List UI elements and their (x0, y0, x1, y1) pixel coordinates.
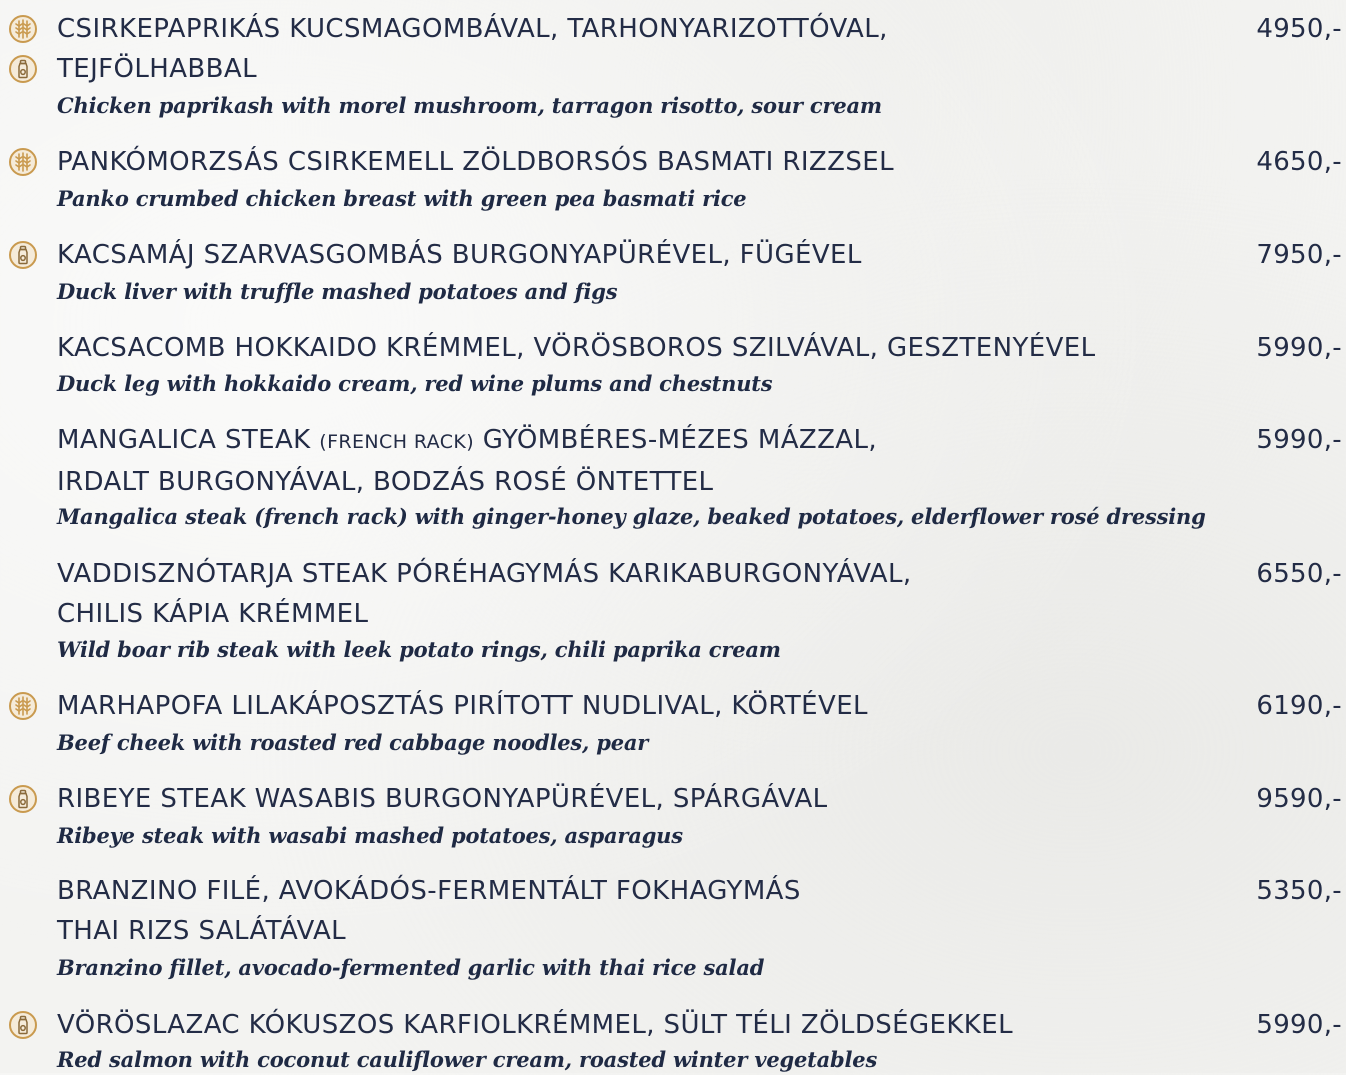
dish-price: 5990,- (1256, 333, 1342, 363)
dish-name-line: KACSAMÁJ SZARVASGOMBÁS BURGONYAPÜRÉVEL, FÜGÉVEL (57, 240, 862, 270)
dish-name-line: CSIRKEPAPRIKÁS KUCSMAGOMBÁVAL, TARHONYARIZOTTÓVAL, (57, 14, 888, 44)
dish-name-line: CHILIS KÁPIA KRÉMMEL (57, 599, 369, 629)
dish-name (57, 554, 1237, 634)
dish-description: Duck liver with truffle mashed potatoes and figs (57, 279, 618, 304)
dish-name (57, 420, 1237, 502)
dish-price: 9590,- (1256, 784, 1342, 814)
dish-description: Wild boar rib steak with leek potato rings, chili paprika cream (57, 637, 781, 662)
dish-name (57, 142, 1237, 182)
lactose-icon (8, 240, 38, 270)
dish-name-line: VADDISZNÓTARJA STEAK PÓRÉHAGYMÁS KARIKABURGONYÁVAL, (57, 559, 912, 589)
lactose-icon (8, 1010, 38, 1040)
dish-name-line: THAI RIZS SALÁTÁVAL (57, 916, 347, 946)
dish-name-part: MANGALICA STEAK (57, 425, 320, 455)
dish-price: 5990,- (1256, 1010, 1342, 1040)
dish-name-cut: (FRENCH RACK) (319, 431, 475, 453)
dish-name-line: IRDALT BURGONYÁVAL, BODZÁS ROSÉ ÖNTETTEL (57, 467, 714, 497)
dish-name-line: KACSACOMB HOKKAIDO KRÉMMEL, VÖRÖSBOROS SZILVÁVAL, GESZTENYÉVEL (57, 333, 1096, 363)
dish-description: Red salmon with coconut cauliflower cream, roasted winter vegetables (57, 1047, 878, 1072)
dish-name-line (57, 420, 1237, 462)
dish-name-line: PANKÓMORZSÁS CSIRKEMELL ZÖLDBORSÓS BASMATI RIZZSEL (57, 147, 894, 177)
dish-description: Mangalica steak (french rack) with ginger-honey glaze, beaked potatoes, elderflower rosé dressing (57, 504, 1206, 529)
dish-name (57, 9, 1237, 89)
dish-description: Beef cheek with roasted red cabbage noodles, pear (57, 730, 649, 755)
dish-name-part: GYÖMBÉRES-MÉZES MÁZZAL, (474, 425, 878, 455)
gluten-icon (8, 14, 38, 44)
dish-name (57, 779, 1237, 819)
dish-description: Chicken paprikash with morel mushroom, tarragon risotto, sour cream (57, 93, 882, 118)
dish-description: Branzino fillet, avocado-fermented garlic with thai rice salad (57, 955, 765, 980)
gluten-icon (8, 691, 38, 721)
dish-name (57, 686, 1237, 726)
dish-description: Duck leg with hokkaido cream, red wine plums and chestnuts (57, 371, 773, 396)
dish-price: 6190,- (1256, 691, 1342, 721)
dish-price: 5990,- (1256, 425, 1342, 455)
dish-name-line: TEJFÖLHABBAL (57, 54, 257, 84)
dish-price: 5350,- (1256, 876, 1342, 906)
dish-price: 4950,- (1256, 14, 1342, 44)
dish-price: 7950,- (1256, 240, 1342, 270)
lactose-icon (8, 54, 38, 84)
dish-name (57, 1005, 1237, 1045)
dish-name (57, 328, 1237, 368)
dish-price: 6550,- (1256, 559, 1342, 589)
dish-name-line: RIBEYE STEAK WASABIS BURGONYAPÜRÉVEL, SPÁRGÁVAL (57, 784, 828, 814)
dish-name (57, 871, 1237, 951)
dish-name-line: MARHAPOFA LILAKÁPOSZTÁS PIRÍTOTT NUDLIVAL, KÖRTÉVEL (57, 691, 868, 721)
lactose-icon (8, 784, 38, 814)
dish-description: Ribeye steak with wasabi mashed potatoes, asparagus (57, 823, 683, 848)
dish-name (57, 235, 1237, 275)
dish-name-line: VÖRÖSLAZAC KÓKUSZOS KARFIOLKRÉMMEL, SÜLT TÉLI ZÖLDSÉGEKKEL (57, 1010, 1013, 1040)
dish-description: Panko crumbed chicken breast with green pea basmati rice (57, 186, 747, 211)
dish-price: 4650,- (1256, 147, 1342, 177)
gluten-icon (8, 147, 38, 177)
dish-name-line: BRANZINO FILÉ, AVOKÁDÓS-FERMENTÁLT FOKHAGYMÁS (57, 876, 801, 906)
